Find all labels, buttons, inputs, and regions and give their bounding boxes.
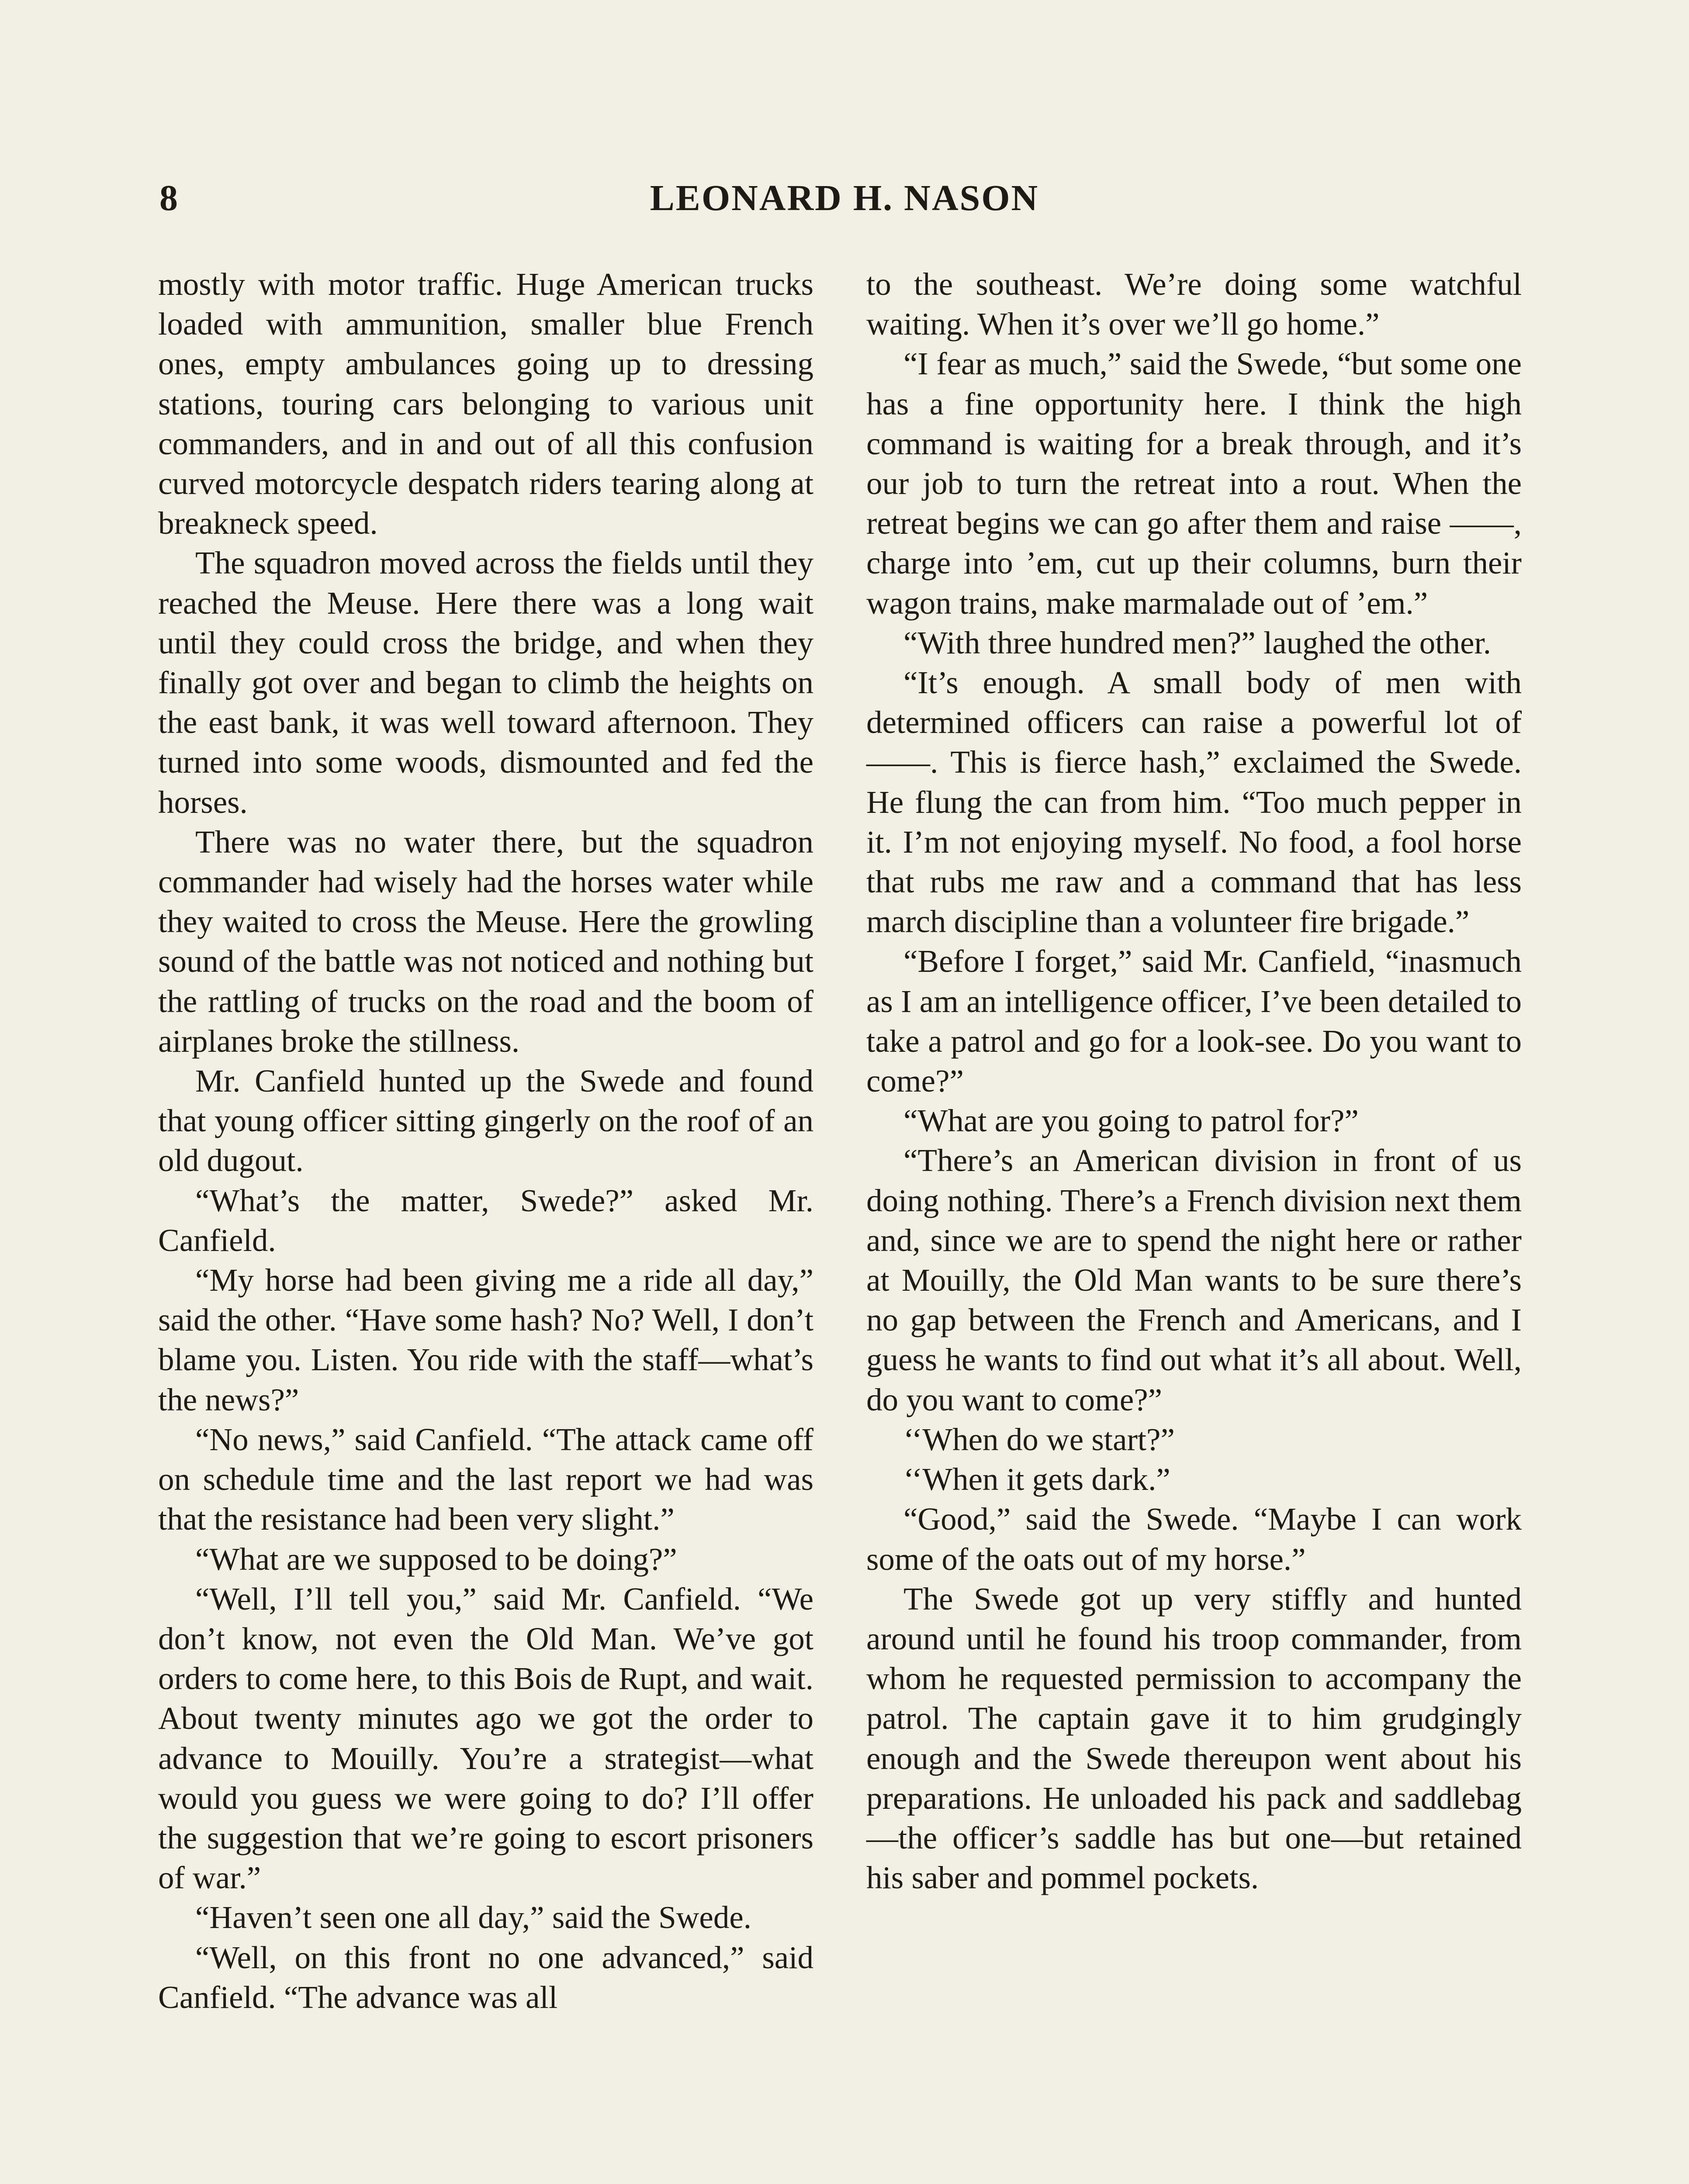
paragraph: The squadron moved across the fields until they reached the Meuse. Here there was a long wait until they could cross the bridge, and when they finally got over and began to climb the heights on the east bank, it was well toward afternoon. They turned into some woods, dismounted and fed the horses. <box>158 545 813 820</box>
paragraph: “I fear as much,” said the Swede, “but some one has a fine opportunity here. I think the high command is waiting for a break through, and it’s our job to turn the retreat into a rout. When the retreat begins we can go after them and raise ——, charge into ’em, cut up their columns, burn their wagon trains, make marmalade out of ’em.” <box>866 346 1522 621</box>
paragraph: “There’s an American division in front of us doing nothing. There’s a French division next them and, since we are to spend the night here or rather at Mouilly, the Old Man wants to be sure there’s no gap between the French and Americans, and I guess he wants to find out what it’s all about. Well, do you want to come?” <box>866 1143 1522 1417</box>
paragraph: “Well, I’ll tell you,” said Mr. Canfield. “We don’t know, not even the Old Man. We’ve got orders to come here, to this Bois de Rupt, and wait. About twenty minutes ago we got the order to advance to Mouilly. You’re a strategist—what would you guess we were going to do? I’ll offer the suggestion that we’re going to escort prisoners of war.” <box>158 1581 813 1896</box>
text-column-right <box>866 264 1522 1897</box>
paragraph: ‘‘When it gets dark.” <box>903 1462 1170 1497</box>
paragraph: “No news,” said Canfield. “The attack came off on schedule time and the last report we had was that the resistance had been very slight.” <box>158 1421 813 1537</box>
text-column-left <box>158 264 813 2017</box>
paragraph: The Swede got up very stiffly and hunted around until he found his troop commander, from whom he requested permission to accompany the patrol. The captain gave it to him grudgingly enough and the Swede thereupon went about his preparations. He unloaded his pack and saddlebag—the officer’s saddle has but one—but retained his saber and pommel pockets. <box>866 1581 1522 1896</box>
paragraph: “Before I forget,” said Mr. Canfield, “inasmuch as I am an intelligence officer, I’ve been detailed to take a patrol and go for a look-see. Do you want to come?” <box>866 943 1522 1099</box>
page-number: 8 <box>159 178 178 218</box>
paragraph: “What are you going to patrol for?” <box>903 1103 1359 1139</box>
paragraph: “It’s enough. A small body of men with determined officers can raise a powerful lot of ——. This is fierce hash,” exclaimed the Swede. He flung the can from him. “Too much pepper in it. I’m not enjoying myself. No food, a fool horse that rubs me raw and a command that has less march discipline than a volunteer fire brigade.” <box>866 665 1522 940</box>
paragraph: “What’s the matter, Swede?” asked Mr. Canfield. <box>158 1182 813 1258</box>
paragraph: “Good,” said the Swede. “Maybe I can work some of the oats out of my horse.” <box>866 1501 1522 1577</box>
running-head: LEONARD H. NASON <box>650 178 1039 218</box>
paragraph: mostly with motor traffic. Huge American trucks loaded with ammunition, smaller blue French ones, empty ambulances going up to dressing stations, touring cars belonging to various unit commanders, and in and out of all this confusion curved motorcycle despatch riders tearing along at breakneck speed. <box>158 266 813 541</box>
paragraph: Mr. Canfield hunted up the Swede and found that young officer sitting gingerly on the roof of an old dugout. <box>158 1063 813 1178</box>
paragraph: “With three hundred men?” laughed the other. <box>903 625 1492 660</box>
paragraph: “Haven’t seen one all day,” said the Swede. <box>195 1900 751 1935</box>
paragraph: “What are we supposed to be doing?” <box>195 1541 677 1577</box>
page-header <box>0 177 1689 229</box>
paragraph: “Well, on this front no one advanced,” said Canfield. “The advance was all <box>158 1939 813 2015</box>
paragraph: ‘‘When do we start?” <box>903 1421 1175 1457</box>
paragraph: There was no water there, but the squadron commander had wisely had the horses water while they waited to cross the Meuse. Here the growling sound of the battle was not noticed and nothing but the rattling of trucks on the road and the boom of airplanes broke the stillness. <box>158 824 813 1059</box>
paragraph: “My horse had been giving me a ride all day,” said the other. “Have some hash? No? Well, I don’t blame you. Listen. You ride with the staff—what’s the news?” <box>158 1262 813 1417</box>
paragraph: to the southeast. We’re doing some watchful waiting. When it’s over we’ll go home.” <box>866 266 1522 342</box>
